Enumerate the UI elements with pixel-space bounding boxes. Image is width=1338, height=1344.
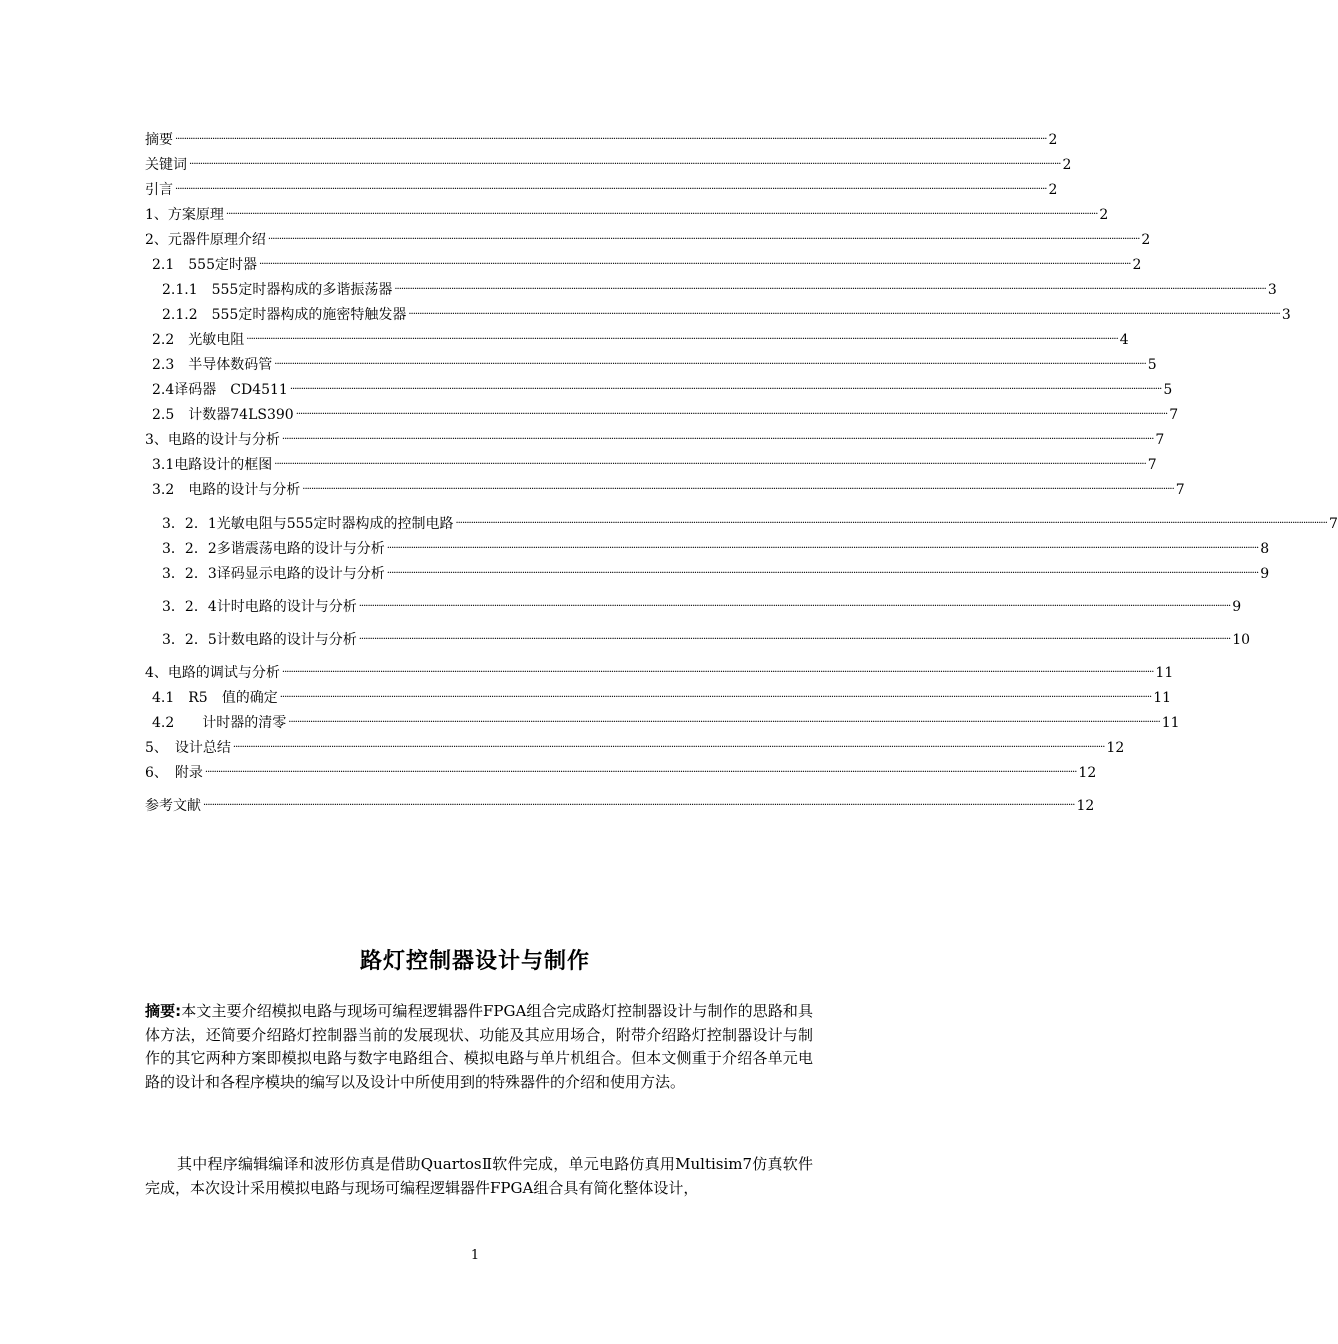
toc-entry xyxy=(145,152,1072,174)
toc-entry-label: 2.2 光敏电阻 xyxy=(152,332,245,348)
toc-leader-dots: ················································································································································································································································································································································································································ xyxy=(386,543,1259,554)
toc-entry-label: 4.2 计时器的清零 xyxy=(152,715,287,731)
toc-leader-dots: ················································································································································································································································································································································································································ xyxy=(295,409,1168,420)
toc-entry-label: 3.1电路设计的框图 xyxy=(152,457,273,473)
document-title: 路灯控制器设计与制作 xyxy=(359,949,590,974)
toc-entry-page: 2 xyxy=(1132,257,1142,273)
toc-entry-page: 12 xyxy=(1106,740,1125,756)
body-paragraph: 其中程序编辑编译和波形仿真是借助QuartosⅡ软件完成，单元电路仿真用Multisim7仿真软件完成，本次设计采用模拟电路与现场可编程逻辑器件FPGA组合具有简化整体设计， xyxy=(145,1155,813,1197)
toc-entry xyxy=(145,202,1109,224)
toc-entry xyxy=(162,511,1338,533)
toc-entry-page: 2 xyxy=(1062,157,1072,173)
toc-entry-page: 5 xyxy=(1163,382,1173,398)
toc-entry-page: 3 xyxy=(1267,282,1277,298)
toc-entry xyxy=(152,402,1179,424)
toc-entry-page: 12 xyxy=(1078,765,1097,781)
toc-entry-page: 11 xyxy=(1161,715,1180,731)
toc-entry-label: 引言 xyxy=(145,182,173,198)
toc-entry-page: 7 xyxy=(1328,516,1338,532)
toc-entry-label: 参考文献 xyxy=(145,798,201,814)
toc-entry-page: 5 xyxy=(1147,357,1157,373)
toc-entry-page: 2 xyxy=(1048,182,1058,198)
toc-entry-page: 2 xyxy=(1099,207,1109,223)
toc-leader-dots: ················································································································································································································································································································································································································ xyxy=(204,767,1077,778)
toc-entry xyxy=(152,252,1142,274)
toc-entry xyxy=(152,352,1157,374)
toc-entry xyxy=(152,452,1157,474)
toc-leader-dots: ················································································································································································································································································································································································································ xyxy=(274,359,1146,370)
toc-entry-page: 2 xyxy=(1048,132,1058,148)
toc-entry-label: 3．2．1光敏电阻与555定时器构成的控制电路 xyxy=(162,516,454,532)
toc-leader-dots: ················································································································································································································································································································································································································ xyxy=(203,800,1075,811)
toc-leader-dots: ················································································································································································································································································································································································································ xyxy=(279,692,1152,703)
toc-entry-label: 3．2．4计时电路的设计与分析 xyxy=(162,599,357,615)
toc-entry-page: 9 xyxy=(1260,566,1270,582)
toc-entry-page: 11 xyxy=(1155,665,1174,681)
toc-leader-dots: ················································································································································································································································································································································································································ xyxy=(175,134,1047,145)
toc-entry xyxy=(145,177,1058,199)
toc-entry xyxy=(162,536,1270,558)
toc-entry-label: 2、元器件原理介绍 xyxy=(145,232,266,248)
abstract-text: 本文主要介绍模拟电路与现场可编程逻辑器件FPGA组合完成路灯控制器设计与制作的思路和具体方法，还简要介绍路灯控制器当前的发展现状、功能及其应用场合，附带介绍路灯控制器设计与制作的其它两种方案即模拟电路与数字电路组合、模拟电路与单片机组合。但本文侧重于介绍各单元电路的设计和各程序模块的编写以及设计中所使用到的特殊器件的介绍和使用方法。 xyxy=(145,1002,814,1091)
toc-leader-dots: ················································································································································································································································································································································································································ xyxy=(358,601,1231,612)
toc-entry-label: 5、 设计总结 xyxy=(145,740,231,756)
toc-entry xyxy=(145,660,1174,682)
toc-entry-label: 摘要 xyxy=(145,132,173,148)
page-number: 1 xyxy=(470,1248,480,1263)
toc-entry-page: 7 xyxy=(1155,432,1165,448)
toc-leader-dots: ················································································································································································································································································································································································································ xyxy=(289,384,1162,395)
toc-entry xyxy=(152,710,1180,732)
toc-leader-dots: ················································································································································································································································································································································································································ xyxy=(386,568,1259,579)
toc-entry-page: 2 xyxy=(1141,232,1151,248)
toc-entry-page: 7 xyxy=(1169,407,1179,423)
toc-leader-dots: ················································································································································································································································································································································································································ xyxy=(302,484,1174,495)
toc-entry-page: 12 xyxy=(1076,798,1095,814)
toc-leader-dots: ················································································································································································································································································································································································································ xyxy=(189,159,1061,170)
toc-entry-label: 2.1.2 555定时器构成的施密特触发器 xyxy=(162,307,407,323)
abstract-label: 摘要: xyxy=(145,1002,182,1020)
toc-leader-dots: ················································································································································································································································································································································································································ xyxy=(225,209,1098,220)
toc-entry xyxy=(162,302,1291,324)
toc-entry-page: 7 xyxy=(1147,457,1157,473)
toc-entry-label: 4、电路的调试与分析 xyxy=(145,665,280,681)
toc-entry-label: 2.1.1 555定时器构成的多谐振荡器 xyxy=(162,282,393,298)
toc-entry xyxy=(145,127,1058,149)
toc-entry-label: 2.3 半导体数码管 xyxy=(152,357,273,373)
toc-entry xyxy=(152,685,1172,707)
toc-entry-label: 6、 附录 xyxy=(145,765,203,781)
toc-leader-dots: ················································································································································································································································································································································································································ xyxy=(408,309,1280,320)
toc-leader-dots: ················································································································································································································································································································································································································ xyxy=(267,234,1140,245)
toc-entry xyxy=(152,477,1185,499)
toc-entry xyxy=(145,735,1125,757)
toc-entry xyxy=(162,561,1270,583)
toc-entry-label: 1、方案原理 xyxy=(145,207,224,223)
toc-leader-dots: ················································································································································································································································································································································································································ xyxy=(274,459,1146,470)
toc-leader-dots: ················································································································································································································································································································································································································ xyxy=(175,184,1047,195)
toc-entry xyxy=(145,760,1097,782)
toc-leader-dots: ················································································································································································································································································································································································································ xyxy=(394,284,1266,295)
toc-entry-label: 3、电路的设计与分析 xyxy=(145,432,280,448)
toc-entry xyxy=(162,627,1251,649)
toc-entry-label: 2.1 555定时器 xyxy=(152,257,257,273)
toc-leader-dots: ················································································································································································································································································································································································································ xyxy=(455,518,1327,529)
toc-entry xyxy=(145,227,1151,249)
toc-entry-label: 2.5 计数器74LS390 xyxy=(152,407,294,423)
toc-leader-dots: ················································································································································································································································································································································································································ xyxy=(246,334,1118,345)
toc-entry-label: 3．2．3译码显示电路的设计与分析 xyxy=(162,566,385,582)
toc-entry xyxy=(145,427,1165,449)
toc-entry-label: 4.1 R5 值的确定 xyxy=(152,690,278,706)
abstract-paragraph xyxy=(145,1000,813,1094)
toc-entry xyxy=(152,377,1173,399)
toc-entry-page: 3 xyxy=(1281,307,1291,323)
toc-leader-dots: ················································································································································································································································································································································································································ xyxy=(259,259,1131,270)
toc-entry-label: 2.4译码器 CD4511 xyxy=(152,382,288,398)
toc-entry-label: 3．2．5计数电路的设计与分析 xyxy=(162,632,357,648)
toc-leader-dots: ················································································································································································································································································································································································································ xyxy=(358,634,1231,645)
toc-leader-dots: ················································································································································································································································································································································································································ xyxy=(281,434,1154,445)
toc-entry xyxy=(152,327,1129,349)
toc-entry xyxy=(162,594,1242,616)
toc-entry-page: 4 xyxy=(1119,332,1129,348)
toc-leader-dots: ················································································································································································································································································································································································································ xyxy=(288,717,1160,728)
toc-entry xyxy=(145,793,1095,815)
toc-entry-page: 10 xyxy=(1232,632,1251,648)
toc-entry-page: 7 xyxy=(1175,482,1185,498)
toc-entry xyxy=(162,277,1277,299)
toc-entry-page: 11 xyxy=(1153,690,1172,706)
toc-leader-dots: ················································································································································································································································································································································································································ xyxy=(232,742,1105,753)
toc-leader-dots: ················································································································································································································································································································································································································ xyxy=(281,667,1154,678)
toc-entry-label: 关键词 xyxy=(145,157,187,173)
toc-entry-page: 8 xyxy=(1260,541,1270,557)
toc-entry-label: 3．2．2多谐震荡电路的设计与分析 xyxy=(162,541,385,557)
toc-entry-page: 9 xyxy=(1232,599,1242,615)
toc-entry-label: 3.2 电路的设计与分析 xyxy=(152,482,301,498)
